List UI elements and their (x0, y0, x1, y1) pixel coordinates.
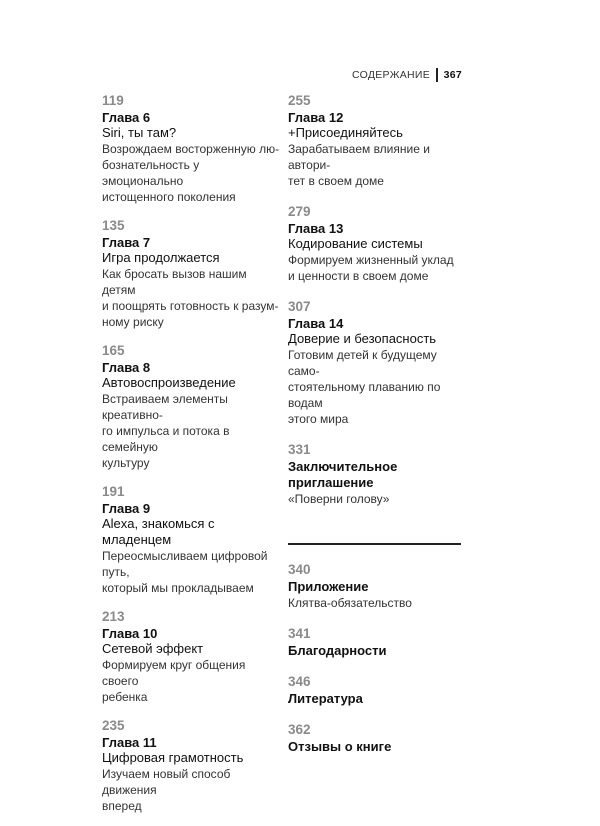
entry-title: +Присоединяйтесь (288, 125, 403, 140)
entry-desc-line: Клятва-обязательство (288, 595, 412, 610)
entry-page: 340 (288, 561, 311, 577)
entry-desc-line: который мы прокладываем (102, 581, 254, 595)
toc-entry (288, 92, 468, 189)
entry-chapter: Глава 9 (102, 501, 151, 516)
entry-title: Заключительное приглашение (288, 459, 398, 490)
entry-desc-line: тет в своем доме (288, 174, 384, 188)
entry-title: Сетевой эффект (102, 641, 204, 656)
entry-desc-line: Формируем круг общения своего (102, 658, 246, 688)
entry-title: Доверие и безопасность (288, 331, 437, 346)
header-section: СОДЕРЖАНИЕ (351, 69, 431, 81)
entry-chapter: Глава 6 (102, 110, 151, 125)
entry-title: Отзывы о книге (288, 738, 392, 754)
entry-title: Цифровая грамотность (102, 750, 244, 765)
entry-desc-line: Как бросать вызов нашим детям (102, 267, 247, 297)
entry-desc-line: Зарабатываем влияние и автори- (288, 142, 430, 172)
entry-page: 235 (102, 718, 125, 733)
entry-desc-line: Изучаем новый способ движения (102, 767, 231, 797)
toc-entry (288, 721, 468, 755)
toc-entry (102, 92, 282, 205)
entry-chapter: Глава 12 (288, 110, 344, 125)
toc-entry (288, 298, 468, 427)
entry-page: 346 (288, 673, 311, 689)
entry-desc-line: бознательность у эмоционально (102, 158, 200, 188)
header-page-number: 367 (443, 69, 462, 81)
entry-desc-line: Готовим детей к будущему само- (288, 348, 437, 378)
entry-desc-line: истощенного поколения (102, 190, 236, 204)
toc-left-column (102, 92, 282, 826)
entry-title: Приложение (288, 578, 369, 594)
entry-title: Благодарности (288, 642, 387, 658)
toc-entry (102, 217, 282, 330)
entry-chapter: Глава 10 (102, 626, 158, 641)
entry-desc-line: «Поверни голову» (288, 492, 390, 506)
entry-desc-line: культуру (102, 456, 150, 470)
entry-chapter: Глава 11 (102, 735, 157, 750)
entry-desc-line: Переосмысливаем цифровой путь, (102, 549, 268, 579)
header-divider (436, 68, 438, 82)
toc-entry (288, 561, 468, 611)
entry-page: 213 (102, 609, 125, 624)
entry-desc-line: стоятельному плаванию по водам (288, 380, 441, 410)
toc-entry (288, 203, 468, 284)
entry-desc-line: Возрождаем восторженную лю- (102, 142, 280, 156)
entry-title: Alexa, знакомься с младенцем (102, 516, 215, 547)
entry-desc-line: и поощрять готовность к разум- (102, 299, 279, 313)
entry-page: 341 (288, 625, 311, 641)
entry-page: 279 (288, 204, 311, 219)
entry-page: 331 (288, 442, 311, 457)
entry-desc-line: Формируем жизненный уклад (288, 253, 454, 267)
entry-page: 119 (102, 93, 124, 108)
toc-entry (288, 441, 468, 507)
toc-right-column (288, 92, 468, 769)
entry-desc-line: ному риску (102, 315, 164, 329)
entry-title: Игра продолжается (102, 250, 220, 265)
entry-desc-line: и ценности в своем доме (288, 269, 429, 283)
section-divider (288, 543, 461, 545)
entry-page: 135 (102, 218, 125, 233)
entry-page: 307 (288, 299, 311, 314)
toc-entry (288, 673, 468, 707)
entry-page: 255 (288, 93, 311, 108)
entry-desc-line: этого мира (288, 412, 349, 426)
entry-title: Литература (288, 690, 363, 706)
toc-entry (288, 625, 468, 659)
toc-entry (102, 342, 282, 471)
entry-desc-line: ребенка (102, 690, 148, 704)
entry-chapter: Глава 8 (102, 360, 151, 375)
entry-title: Автовоспроизведение (102, 375, 236, 390)
entry-page: 362 (288, 721, 311, 737)
running-header (352, 68, 462, 82)
entry-page: 191 (102, 484, 125, 499)
toc-entry (102, 608, 282, 705)
entry-desc-line: вперед (102, 799, 142, 813)
toc-entry (102, 717, 282, 814)
entry-title: Кодирование системы (288, 236, 423, 251)
entry-chapter: Глава 7 (102, 235, 151, 250)
entry-page: 165 (102, 343, 125, 358)
entry-chapter: Глава 14 (288, 316, 344, 331)
entry-desc-line: Встраиваем элементы креативно- (102, 392, 228, 422)
entry-chapter: Глава 13 (288, 221, 344, 236)
toc-entry (102, 483, 282, 596)
entry-desc-line: го импульса и потока в семейную (102, 424, 230, 454)
entry-title: Siri, ты там? (102, 125, 177, 140)
